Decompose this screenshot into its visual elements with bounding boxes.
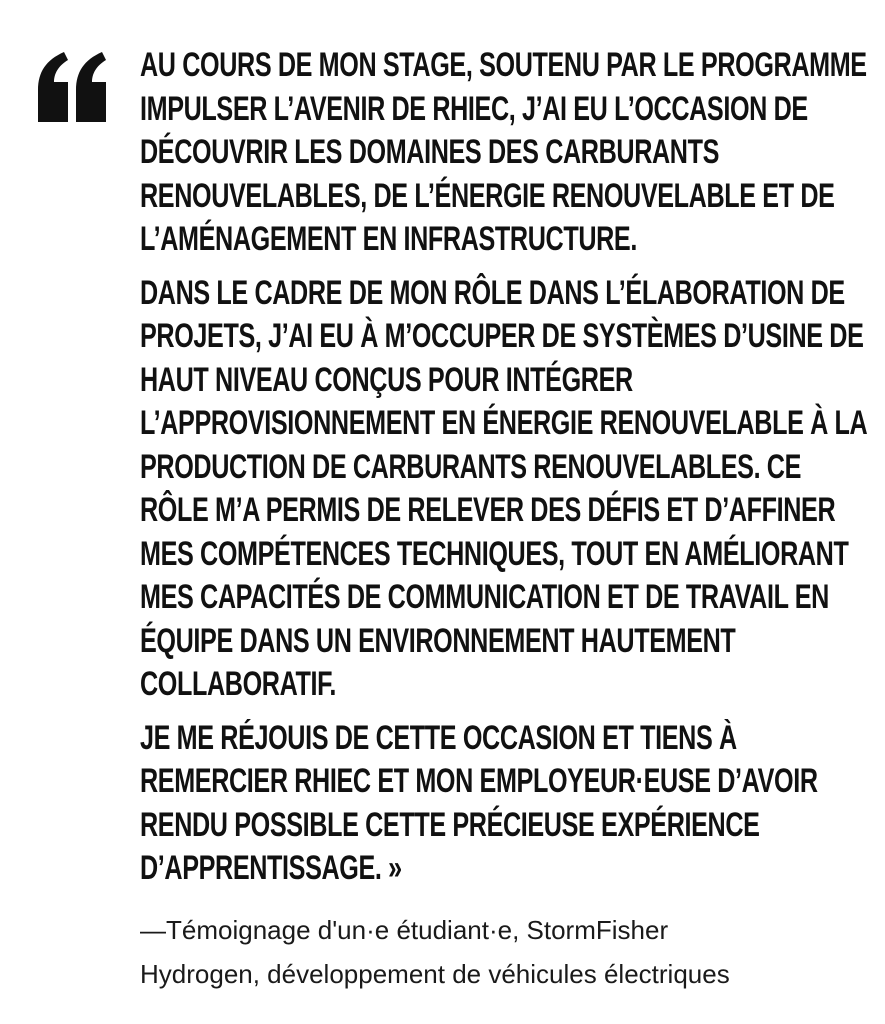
quote-paragraph-1: AU COURS DE MON STAGE, SOUTENU PAR LE PROGRAMME IMPULSER L’AVENIR DE RHIEC, J’AI EU L’OCCASION DE DÉCOUVRIR LES DOMAINES DES CARBURANTS RENOUVELABLES, DE L’ÉNERGIE RENOUVELABLE ET DE L’AMÉNAGEMENT EN INFRASTRUCTURE. [140, 46, 867, 258]
testimonial-attribution [140, 908, 870, 996]
opening-double-quote-icon [34, 52, 110, 122]
quote-paragraph-3: JE ME RÉJOUIS DE CETTE OCCASION ET TIENS À REMERCIER RHIEC ET MON EMPLOYEUR·EUSE D’AVOIR RENDU POSSIBLE CETTE PRÉCIEUSE EXPÉRIENCE D’APPRENTISSAGE. » [140, 718, 818, 887]
quote-paragraph-2: DANS LE CADRE DE MON RÔLE DANS L’ÉLABORATION DE PROJETS, J’AI EU À M’OCCUPER DE SYSTÈMES D’USINE DE HAUT NIVEAU CONÇUS POUR INTÉGRER L’APPROVISIONNEMENT EN ÉNERGIE RENOUVELABLE À LA PRODUCTION DE CARBURANTS RENOUVELABLES. CE RÔLE M’A PERMIS DE RELEVER DES DÉFIS ET D’AFFINER MES COMPÉTENCES TECHNIQUES, TOUT EN AMÉLIORANT MES CAPACITÉS DE COMMUNICATION ET DE TRAVAIL EN ÉQUIPE DANS UN ENVIRONNEMENT HAUTEMENT COLLABORATIF. [140, 273, 867, 703]
testimonial-quote [140, 44, 870, 901]
attribution-line-2: Hydrogen, développement de véhicules électriques [140, 959, 730, 989]
attribution-line-1: —Témoignage d'un·e étudiant·e, StormFisher [140, 915, 669, 945]
